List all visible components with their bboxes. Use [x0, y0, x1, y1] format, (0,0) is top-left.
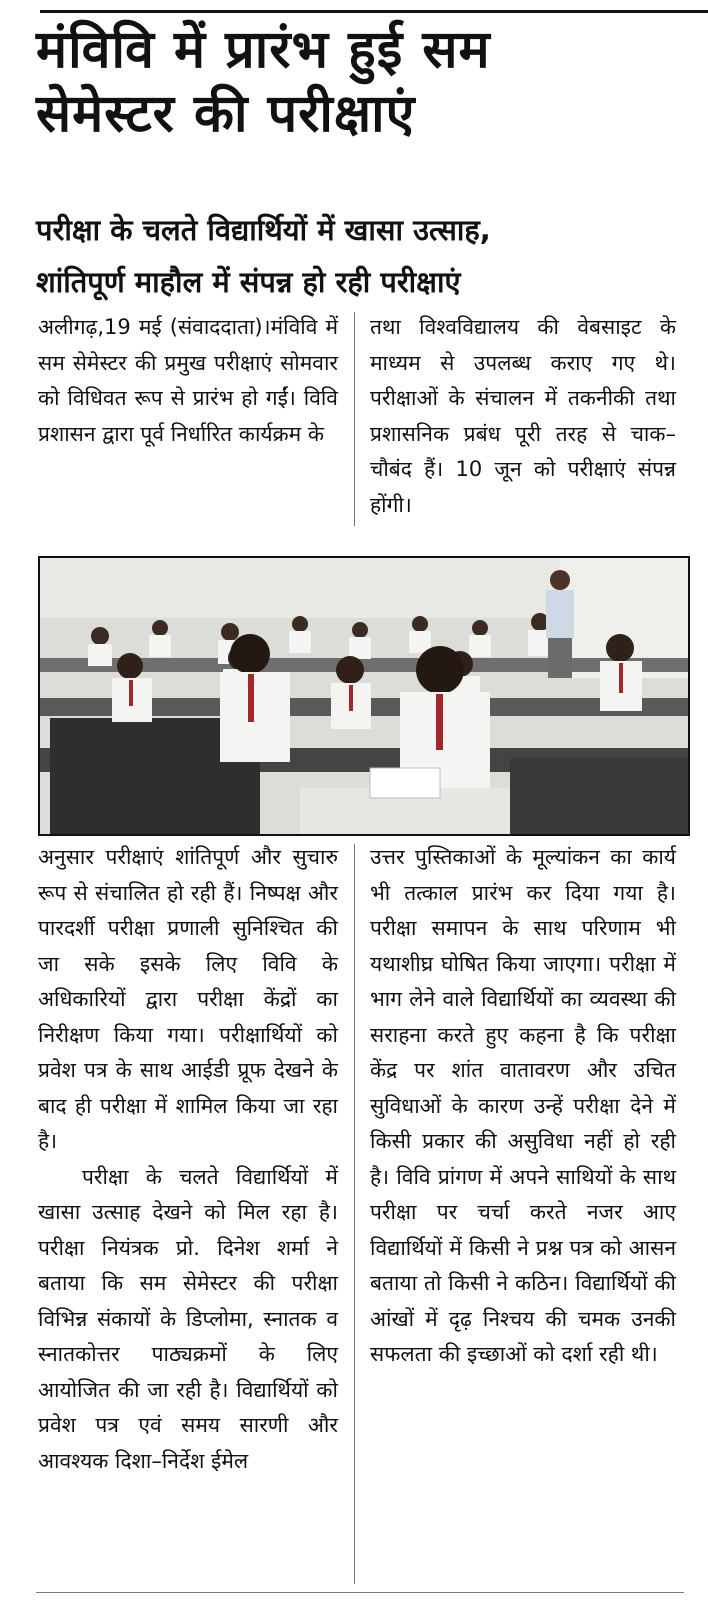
subheadline-line-1: परीक्षा के चलते विद्यार्थियों में खासा उत्साह,: [36, 213, 491, 247]
article-paragraph: परीक्षा के चलते विद्यार्थियों में खासा उत्साह देखने को मिल रहा है।परीक्षा नियंत्रक प्रो. दिनेश शर्मा ने बताया कि सम सेमेस्टर की परीक्षा विभिन्न संकायों के डिप्लोमा, स्नातक व स्नातकोत्तर पाठ्यक्रमों के लिए आयोजित की जा रही है। विद्यार्थियों को प्रवेश पत्र एवं समय सारणी और आवश्यक दिशा–निर्देश ईमेल: [38, 1164, 338, 1473]
headline-line-1: मंविवि में प्रारंभ हुई सम: [36, 20, 491, 80]
front-desk: [510, 758, 688, 834]
article-paragraph: तथा विश्वविद्यालय की वेबसाइट के माध्यम से उपलब्ध कराए गए थे। परीक्षाओं के संचालन में तकनीकी तथा प्रशासनिक प्रबंध पूरी तरह से चाक–चौबंद हैं। 10 जून को परीक्षाएं संपन्न होंगी।: [370, 315, 676, 517]
subheadline-line-2: शांतिपूर्ण माहौल में संपन्न हो रही परीक्षाएं: [36, 265, 461, 299]
headline-line-2: सेमेस्टर की परीक्षाएं: [36, 84, 416, 144]
article-column-2-bottom: [370, 840, 676, 1373]
answer-sheet: [370, 768, 440, 798]
article-column-2-top: [370, 310, 676, 523]
article-column-1-top: [38, 310, 338, 452]
article-paragraph: अनुसार परीक्षाएं शांतिपूर्ण और सुचारु रूप से संचालित हो रही हैं। निष्पक्ष और पारदर्शी परीक्षा प्रणाली सुनिश्चित की जा सके इसके लिए विवि के अधिकारियों द्वारा परीक्षा केंद्रों का निरीक्षण किया गया। परीक्षार्थियों को प्रवेश पत्र के साथ आईडी प्रूफ देखने के बाद ही परीक्षा में शामिल किया जा रहा है।: [38, 845, 338, 1153]
article-paragraph: उत्तर पुस्तिकाओं के मूल्यांकन का कार्य भी तत्काल प्रारंभ कर दिया गया है। परीक्षा समापन के साथ परिणाम भी यथाशीघ्र घोषित किया जाएगा। परीक्षा में भाग लेने वाले विद्यार्थियों का व्यवस्था की सराहना करते हुए कहना है कि परीक्षा केंद्र पर शांत वातावरण और उचित सुविधाओं के कारण उन्हें परीक्षा देने में किसी प्रकार की असुविधा नहीं हो रही है। विवि प्रांगण में अपने साथियों के साथ परीक्षा पर चर्चा करते नजर आए विद्यार्थियों में किसी ने प्रश्न पत्र को आसन बताया तो किसी ने कठिन। विद्यार्थियों की आंखों में दृढ़ निश्चय की चमक उनकी सफलता की इच्छाओं को दर्शा रही थी।: [370, 845, 676, 1366]
top-rule: [40, 10, 708, 13]
headline: [36, 18, 708, 146]
subheadline: [36, 204, 708, 308]
exam-hall-photo: [38, 556, 690, 836]
article-column-1-bottom: [38, 840, 338, 1479]
article-paragraph: अलीगढ़,19 मई (संवाददाता)।मंविवि में सम सेमेस्टर की प्रमुख परीक्षाएं सोमवार को विधिवत रूप से प्रारंभ हो गईं। विवि प्रशासन द्वारा पूर्व निर्धारित कार्यक्रम के: [38, 315, 338, 446]
column-divider: [354, 312, 355, 526]
exam-hall-illustration: [40, 558, 688, 834]
column-divider: [354, 844, 355, 1584]
bottom-rule: [36, 1592, 684, 1593]
